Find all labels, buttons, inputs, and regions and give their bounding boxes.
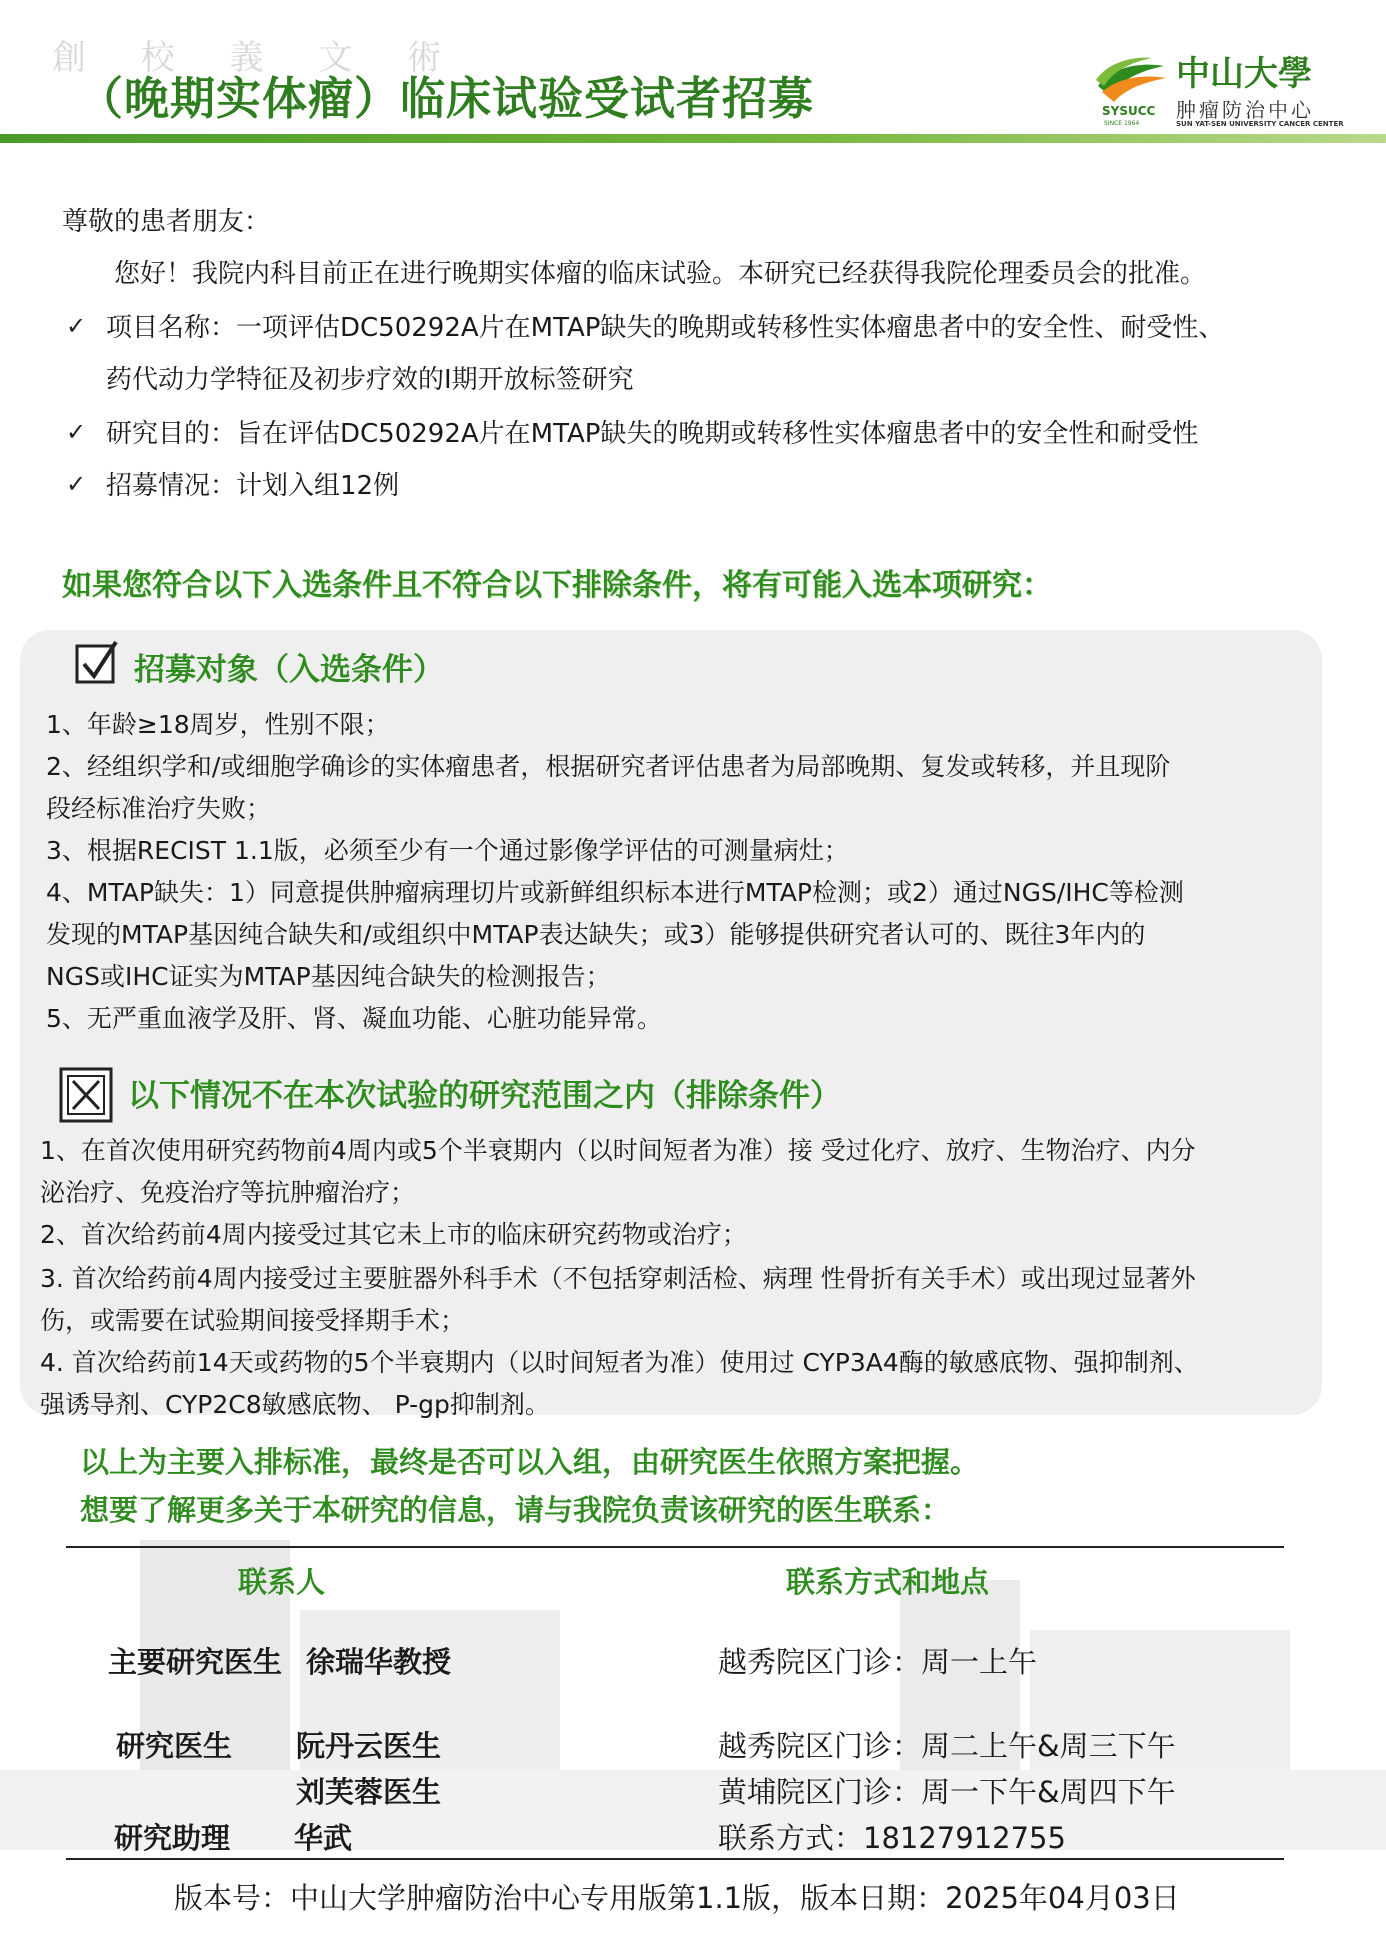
check-icon: ✓ [66, 470, 87, 498]
inclusion-line: 5、无严重血液学及肝、肾、凝血功能、心脏功能异常。 [46, 1004, 662, 1033]
exclusion-line: 3. 首次给药前4周内接受过主要脏器外科手术（不包括穿刺活检、病理 性骨折有关手术）或出现过显著外 [40, 1264, 1196, 1293]
pi-role: 主要研究医生 [108, 1645, 283, 1679]
inclusion-line: NGS或IHC证实为MTAP基因纯合缺失的检测报告； [46, 962, 611, 991]
exclusion-line: 1、在首次使用研究药物前4周内或5个半衰期内（以时间短者为准）接 受过化疗、放疗、生物治疗、内分 [40, 1136, 1196, 1165]
exclusion-heading: 以下情况不在本次试验的研究范围之内（排除条件） [128, 1078, 841, 1114]
exclusion-line: 伤，或需要在试验期间接受择期手术； [40, 1306, 466, 1335]
inclusion-line: 1、年龄≥18周岁，性别不限； [46, 710, 390, 739]
table-bottom-rule [66, 1858, 1284, 1860]
logo-since: SINCE 1964 [1104, 120, 1140, 127]
note-criteria: 以上为主要入排标准，最终是否可以入组，由研究医生依照方案把握。 [80, 1445, 980, 1479]
version-footer: 版本号：中山大学肿瘤防治中心专用版第1.1版，版本日期：2025年04月03日 [174, 1881, 1180, 1915]
exclusion-line: 强诱导剂、CYP2C8敏感底物、 P-gp抑制剂。 [40, 1390, 550, 1419]
exclusion-line: 泌治疗、免疫治疗等抗肿瘤治疗； [40, 1178, 416, 1207]
inclusion-line: 4、MTAP缺失：1）同意提供肿瘤病理切片或新鲜组织标本进行MTAP检测；或2）通过NGS/IHC等检测 [46, 878, 1184, 907]
doctor2-name: 刘芙蓉医生 [296, 1775, 442, 1809]
doctor1-name: 阮丹云医生 [296, 1729, 442, 1763]
eligibility-heading: 如果您符合以下入选条件且不符合以下排除条件，将有可能入选本项研究： [62, 568, 1052, 603]
assistant-name: 华武 [294, 1821, 353, 1855]
exclusion-line: 4. 首次给药前14天或药物的5个半衰期内（以时间短者为准）使用过 CYP3A4酶的敏感底物、强抑制剂、 [40, 1348, 1199, 1377]
calligraphy-watermark: 創 校 義 文 術 [52, 38, 464, 78]
check-icon: ✓ [66, 312, 87, 340]
exclusion-line: 2、首次给药前4周内接受过其它未上市的临床研究药物或治疗； [40, 1220, 747, 1249]
greeting: 尊敬的患者朋友： [62, 207, 271, 237]
inclusion-line: 发现的MTAP基因纯合缺失和/或组织中MTAP表达缺失；或3）能够提供研究者认可的、既往3年内的 [46, 920, 1146, 949]
check-icon: ✓ [66, 418, 87, 446]
pi-name: 徐瑞华教授 [306, 1645, 452, 1679]
assistant-role: 研究助理 [114, 1821, 231, 1855]
logo-subtitle: 肿瘤防治中心 [1176, 98, 1314, 122]
sysucc-logo-icon [1092, 56, 1172, 106]
inclusion-line: 2、经组织学和/或细胞学确诊的实体瘤患者，根据研究者评估患者为局部晚期、复发或转移，并且现阶 [46, 752, 1171, 781]
logo-en-name: SUN YAT-SEN UNIVERSITY CANCER CENTER [1176, 120, 1344, 128]
contact-person-header: 联系人 [238, 1565, 326, 1599]
inclusion-line: 3、根据RECIST 1.1版，必须至少有一个通过影像学评估的可测量病灶； [46, 836, 849, 865]
assistant-phone: 联系方式：18127912755 [718, 1821, 1066, 1855]
note-contact: 想要了解更多关于本研究的信息，请与我院负责该研究的医生联系： [80, 1493, 951, 1527]
inclusion-line: 段经标准治疗失败； [46, 794, 272, 823]
pi-clinic: 越秀院区门诊：周一上午 [718, 1645, 1038, 1679]
study-purpose: 研究目的：旨在评估DC50292A片在MTAP缺失的晚期或转移性实体瘤患者中的安全性和耐受性 [106, 419, 1199, 449]
project-name-line2: 药代动力学特征及初步疗效的Ⅰ期开放标签研究 [106, 365, 634, 395]
checkbox-checked-icon [74, 640, 120, 686]
table-top-rule [66, 1546, 1284, 1548]
doctor1-clinic: 越秀院区门诊：周二上午&周三下午 [718, 1729, 1176, 1763]
doctor-role: 研究医生 [116, 1729, 233, 1763]
logo-cn-name: 中山大學 [1176, 54, 1312, 94]
opening-paragraph: 您好！我院内科目前正在进行晚期实体瘤的临床试验。本研究已经获得我院伦理委员会的批准。 [114, 259, 1207, 289]
project-name-line1: 项目名称：一项评估DC50292A片在MTAP缺失的晚期或转移性实体瘤患者中的安全性、耐受性、 [106, 313, 1225, 343]
doctor2-clinic: 黄埔院区门诊：周一下午&周四下午 [718, 1775, 1176, 1809]
hospital-building-illustration [0, 1520, 1386, 1850]
recruitment-status: 招募情况：计划入组12例 [106, 471, 400, 501]
inclusion-heading: 招募对象（入选条件） [134, 652, 444, 688]
header-divider [0, 134, 1386, 143]
checkbox-crossed-icon [58, 1066, 114, 1124]
logo-abbr: SYSUCC [1102, 104, 1156, 118]
contact-method-header: 联系方式和地点 [786, 1565, 990, 1599]
page-title: （晚期实体瘤）临床试验受试者招募 [78, 72, 815, 125]
